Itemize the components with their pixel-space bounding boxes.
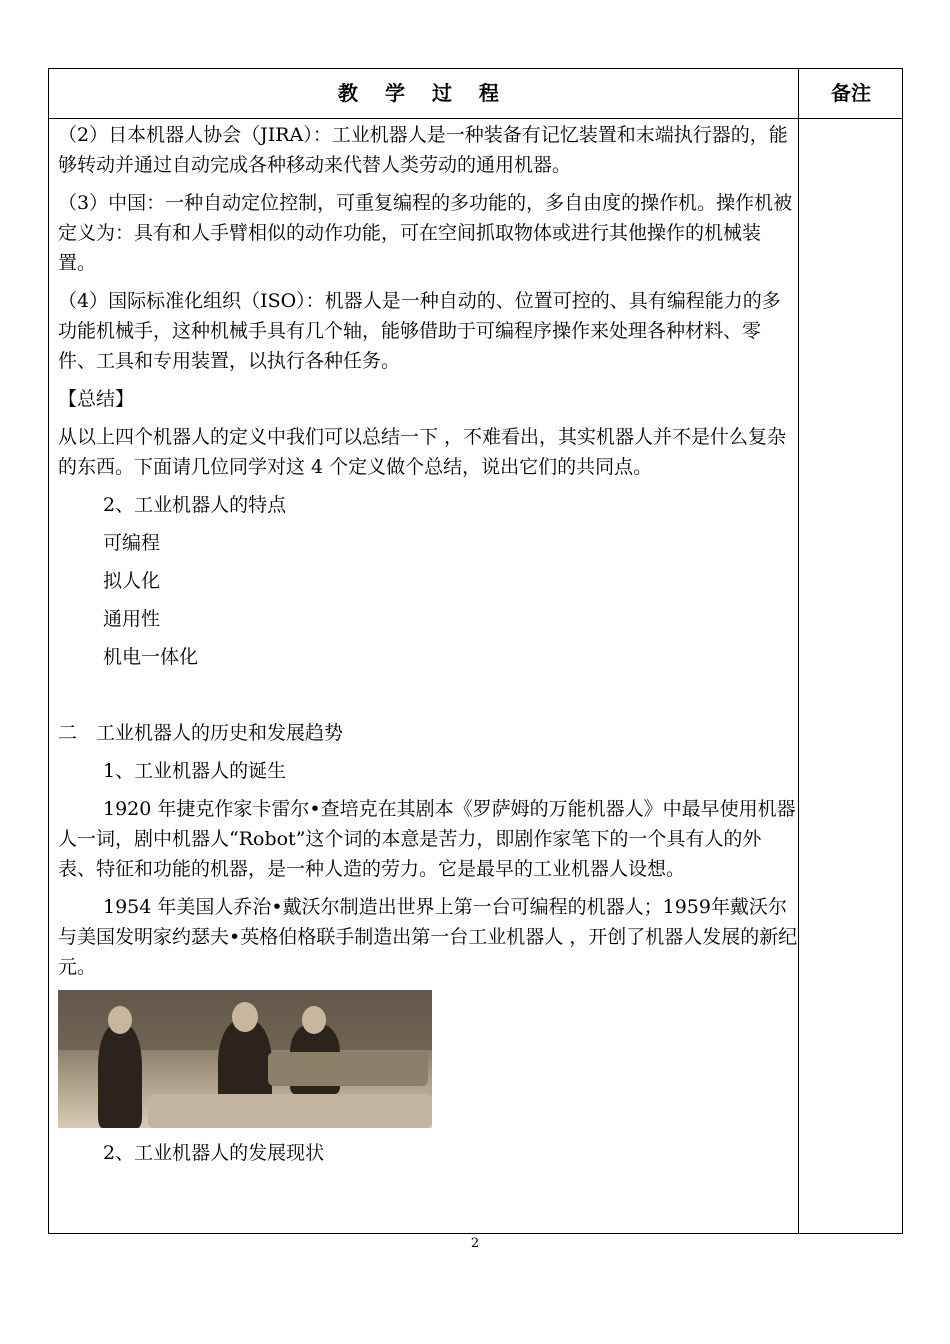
section2-heading: 二 工业机器人的历史和发展趋势	[58, 722, 344, 744]
notes-header: 备注	[831, 81, 871, 105]
page-number: 2	[470, 1236, 480, 1251]
definition-china: （3）中国：一种自动定位控制，可重复编程的多功能的，多自由度的操作机。操作机被定义为：具有和人手臂相似的动作功能，可在空间抓取物体或进行其他操作的机械装置。	[58, 192, 793, 274]
summary-text: 从以上四个机器人的定义中我们可以总结一下 ，不难看出，其实机器人并不是什么复杂的东西。下面请几位同学对这 4 个定义做个总结，说出它们的共同点。	[58, 426, 787, 478]
features-heading: 2、工业机器人的特点	[103, 494, 287, 516]
summary-heading: 【总结】	[58, 388, 135, 410]
process-header: 教 学 过 程	[338, 81, 509, 105]
feature-item: 可编程	[103, 532, 161, 554]
history-1920: 1920 年捷克作家卡雷尔•查培克在其剧本《罗萨姆的万能机器人》中最早使用机器人一词，剧中机器人“Robot”这个词的本意是苦力，即剧作家笔下的一个具有人的外表、特征和功能的机器，是一种人造的劳力。它是最早的工业机器人设想。	[58, 798, 796, 880]
history-1954: 1954 年美国人乔治•戴沃尔制造出世界上第一台可编程的机器人；1959年戴沃尔与美国发明家约瑟夫•英格伯格联手制造出第一台工业机器人 ，开创了机器人发展的新纪元。	[58, 896, 798, 978]
feature-item: 机电一体化	[103, 646, 199, 668]
birth-heading: 1、工业机器人的诞生	[103, 760, 287, 782]
definition-iso: （4）国际标准化组织（ISO）：机器人是一种自动的、位置可控的、具有编程能力的多功能机械手，这种机械手具有几个轴，能够借助于可编程序操作来处理各种材料、零件、工具和专用装置，以执行各种任务。	[58, 290, 781, 372]
header-divider	[49, 118, 902, 119]
feature-item: 通用性	[103, 608, 161, 630]
historical-robot-photo	[58, 990, 432, 1128]
status-heading: 2、工业机器人的发展现状	[103, 1142, 325, 1164]
process-content	[58, 120, 798, 1176]
column-divider	[798, 69, 799, 1233]
feature-item: 拟人化	[103, 570, 161, 592]
definition-jira: （2）日本机器人协会（JIRA）：工业机器人是一种装备有记忆装置和末端执行器的，能够转动并通过自动完成各种移动来代替人类劳动的通用机器。	[58, 124, 788, 176]
